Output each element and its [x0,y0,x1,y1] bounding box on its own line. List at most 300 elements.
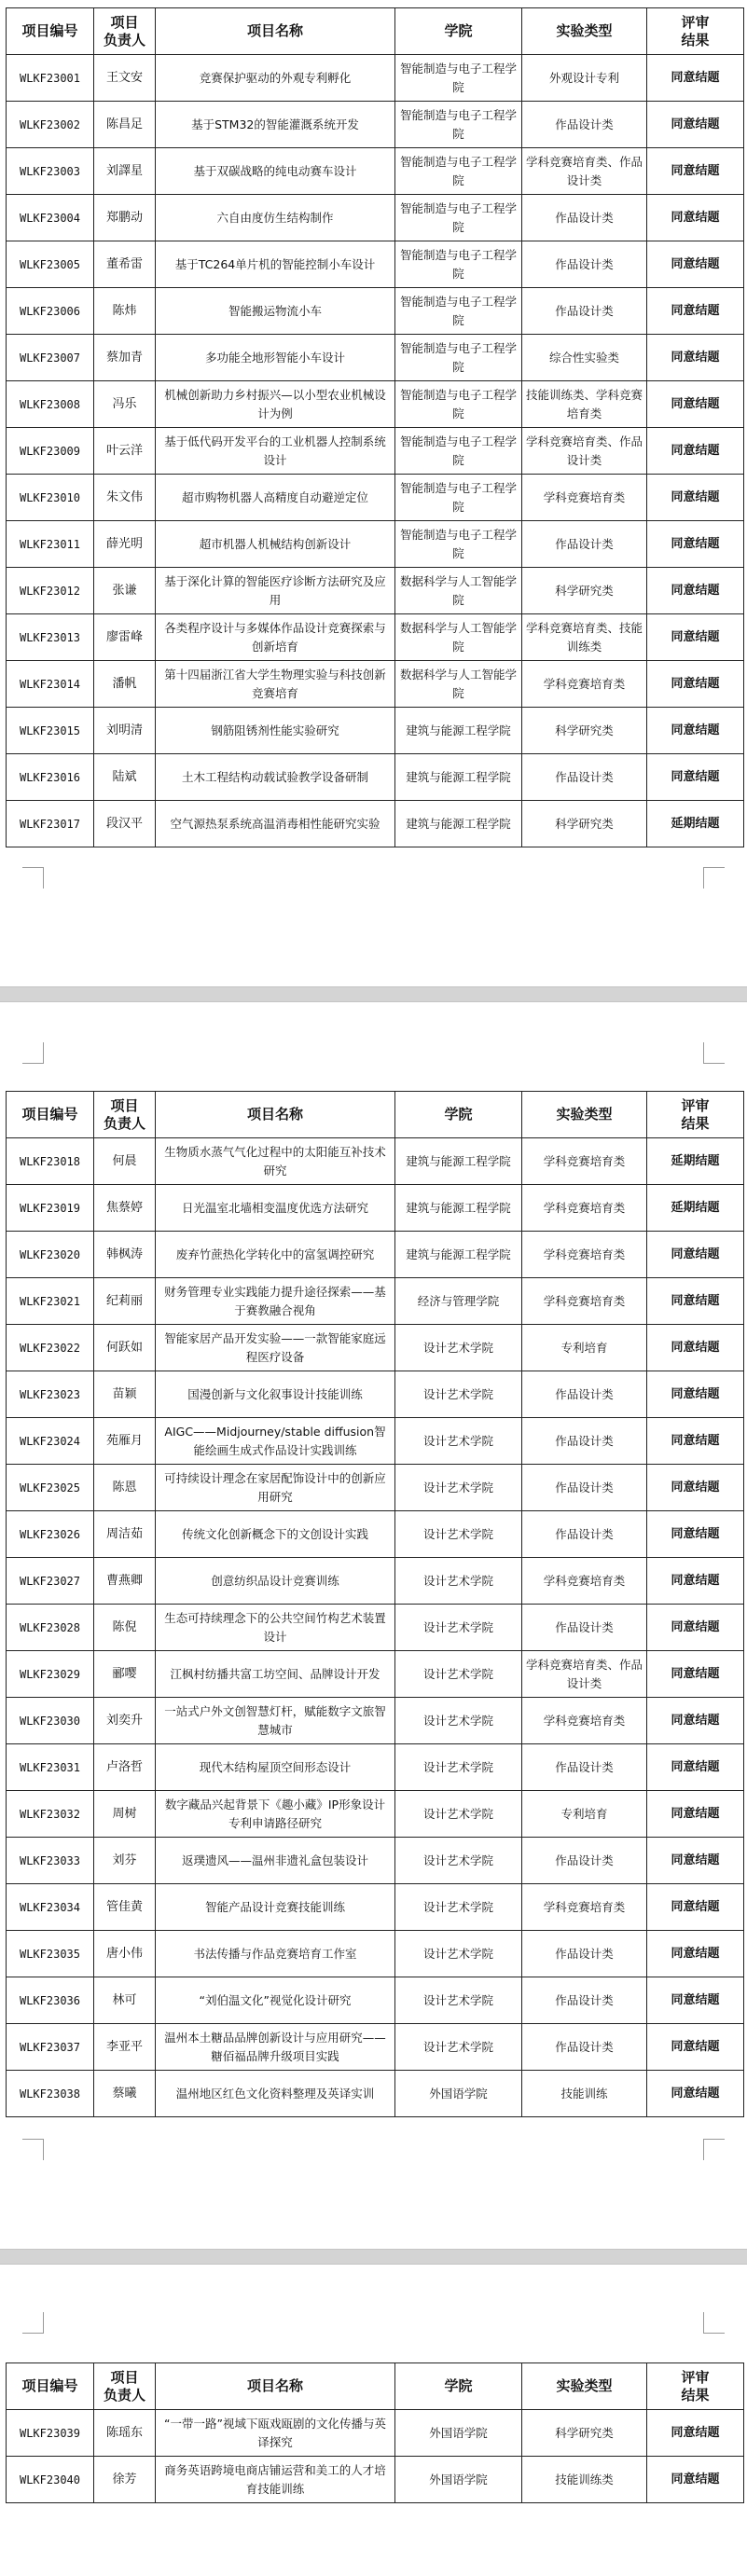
cell-school: 智能制造与电子工程学院 [395,148,522,195]
cell-project-name: 超市机器人机械结构创新设计 [156,521,395,568]
cell-leader: 廖雷峰 [94,614,156,661]
cell-review-result: 同意结题 [647,521,744,568]
cell-school: 智能制造与电子工程学院 [395,241,522,288]
cell-leader: 郑鹏动 [94,195,156,241]
cell-leader: 张谦 [94,568,156,614]
cell-review-result: 同意结题 [647,2457,744,2503]
cell-experiment-type: 外观设计专利 [522,55,647,102]
cell-review-result: 同意结题 [647,1418,744,1465]
table-row [7,1418,744,1465]
cell-code: WLKF23026 [7,1511,94,1558]
cell-school: 智能制造与电子工程学院 [395,475,522,521]
cell-project-name: 生态可持续理念下的公共空间竹构艺术装置设计 [156,1605,395,1651]
cell-leader: 刘譯星 [94,148,156,195]
cell-project-name: 返璞遗风——温州非遗礼盒包装设计 [156,1838,395,1884]
cell-experiment-type: 技能训练类 [522,2457,647,2503]
table-row [7,801,744,847]
table-row [7,2457,744,2503]
cell-code: WLKF23032 [7,1791,94,1838]
cell-review-result: 同意结题 [647,1791,744,1838]
cell-review-result: 同意结题 [647,1232,744,1278]
cell-code: WLKF23013 [7,614,94,661]
cell-school: 建筑与能源工程学院 [395,801,522,847]
table-row [7,475,744,521]
cell-experiment-type: 学科竞赛培育类 [522,1698,647,1744]
cell-school: 设计艺术学院 [395,1651,522,1698]
table-row [7,288,744,335]
cell-leader: 冯乐 [94,381,156,428]
table-row [7,2024,744,2071]
cell-school: 设计艺术学院 [395,1884,522,1931]
cell-project-name: 数字藏品兴起背景下《趣小藏》IP形象设计专利申请路径研究 [156,1791,395,1838]
table-row [7,428,744,475]
cell-experiment-type: 作品设计类 [522,1977,647,2024]
cell-code: WLKF23014 [7,661,94,708]
cell-project-name: 江枫村纺播共富工坊空间、品牌设计开发 [156,1651,395,1698]
cell-school: 智能制造与电子工程学院 [395,288,522,335]
cell-review-result: 同意结题 [647,1977,744,2024]
cell-project-name: 基于深化计算的智能医疗诊断方法研究及应用 [156,568,395,614]
cell-school: 设计艺术学院 [395,1465,522,1511]
cell-leader: 苑雁月 [94,1418,156,1465]
table-row [7,1884,744,1931]
cell-experiment-type: 科学研究类 [522,568,647,614]
cell-leader: 段汉平 [94,801,156,847]
cell-leader: 潘帆 [94,661,156,708]
table-row [7,55,744,102]
cell-experiment-type: 学科竞赛培育类 [522,661,647,708]
cell-project-name: 各类程序设计与多媒体作品设计竞赛探索与创新培育 [156,614,395,661]
header-code: 项目编号 [7,8,94,55]
header-name: 项目名称 [156,8,395,55]
cell-code: WLKF23037 [7,2024,94,2071]
cell-code: WLKF23003 [7,148,94,195]
cell-school: 智能制造与电子工程学院 [395,55,522,102]
cell-project-name: 土木工程结构动载试验教学设备研制 [156,754,395,801]
cell-experiment-type: 作品设计类 [522,102,647,148]
cell-school: 设计艺术学院 [395,1558,522,1605]
cell-school: 设计艺术学院 [395,1791,522,1838]
cell-experiment-type: 综合性实验类 [522,335,647,381]
cell-experiment-type: 作品设计类 [522,1371,647,1418]
cell-project-name: 日光温室北墙相变温度优选方法研究 [156,1185,395,1232]
cell-project-name: 一站式户外文创智慧灯杆，赋能数字文旅智慧城市 [156,1698,395,1744]
page-separator [0,986,747,1002]
cell-school: 建筑与能源工程学院 [395,1138,522,1185]
cell-project-name: 基于TC264单片机的智能控制小车设计 [156,241,395,288]
header-result: 评审 结果 [647,8,744,55]
page-corner-mark [22,2139,44,2160]
cell-school: 外国语学院 [395,2071,522,2117]
table-row [7,568,744,614]
page-separator [0,2249,747,2265]
cell-code: WLKF23040 [7,2457,94,2503]
page-corner-mark [703,867,725,889]
cell-school: 数据科学与人工智能学院 [395,614,522,661]
table-row [7,1278,744,1325]
cell-code: WLKF23012 [7,568,94,614]
cell-code: WLKF23004 [7,195,94,241]
cell-leader: 董希雷 [94,241,156,288]
project-table-page-3 [6,2362,744,2503]
cell-project-name: 国漫创新与文化叙事设计技能训练 [156,1371,395,1418]
cell-review-result: 延期结题 [647,801,744,847]
cell-review-result: 同意结题 [647,2071,744,2117]
table-header-row [7,1092,744,1138]
cell-project-name: 空气源热泵系统高温消毒相性能研究实验 [156,801,395,847]
cell-project-name: 智能产品设计竞赛技能训练 [156,1884,395,1931]
table-row [7,381,744,428]
cell-school: 建筑与能源工程学院 [395,1232,522,1278]
table-row [7,1371,744,1418]
table-row [7,1838,744,1884]
cell-code: WLKF23035 [7,1931,94,1977]
cell-school: 智能制造与电子工程学院 [395,335,522,381]
cell-school: 数据科学与人工智能学院 [395,568,522,614]
header-name: 项目名称 [156,2363,395,2410]
table-row [7,102,744,148]
cell-project-name: 书法传播与作品竞赛培育工作室 [156,1931,395,1977]
table-row [7,148,744,195]
cell-leader: 何晨 [94,1138,156,1185]
header-type: 实验类型 [522,1092,647,1138]
cell-leader: 曹燕卿 [94,1558,156,1605]
cell-project-name: 钢筋阻锈剂性能实验研究 [156,708,395,754]
table-row [7,614,744,661]
cell-review-result: 延期结题 [647,1185,744,1232]
cell-code: WLKF23018 [7,1138,94,1185]
table-row [7,335,744,381]
cell-experiment-type: 作品设计类 [522,1931,647,1977]
cell-project-name: 基于低代码开发平台的工业机器人控制系统设计 [156,428,395,475]
cell-school: 设计艺术学院 [395,1605,522,1651]
header-school: 学院 [395,2363,522,2410]
cell-project-name: 可持续设计理念在家居配饰设计中的创新应用研究 [156,1465,395,1511]
page-corner-mark [703,2312,725,2334]
table-row [7,1325,744,1371]
cell-code: WLKF23016 [7,754,94,801]
cell-project-name: 财务管理专业实践能力提升途径探索——基于赛教融合视角 [156,1278,395,1325]
cell-project-name: 温州地区红色文化资料整理及英译实训 [156,2071,395,2117]
cell-experiment-type: 作品设计类 [522,288,647,335]
cell-review-result: 同意结题 [647,475,744,521]
cell-leader: 薛光明 [94,521,156,568]
table-row [7,1651,744,1698]
header-code: 项目编号 [7,2363,94,2410]
cell-review-result: 同意结题 [647,661,744,708]
cell-leader: 何跃如 [94,1325,156,1371]
cell-project-name: 现代木结构屋顶空间形态设计 [156,1744,395,1791]
cell-review-result: 同意结题 [647,1371,744,1418]
cell-code: WLKF23022 [7,1325,94,1371]
cell-review-result: 同意结题 [647,568,744,614]
cell-project-name: “刘伯温文化”视觉化设计研究 [156,1977,395,2024]
cell-project-name: 超市购物机器人高精度自动避逆定位 [156,475,395,521]
cell-review-result: 同意结题 [647,1698,744,1744]
cell-review-result: 同意结题 [647,1884,744,1931]
cell-review-result: 同意结题 [647,1744,744,1791]
cell-experiment-type: 作品设计类 [522,241,647,288]
cell-leader: 陆斌 [94,754,156,801]
table-row [7,241,744,288]
cell-experiment-type: 学科竞赛培育类、作品设计类 [522,1651,647,1698]
header-leader: 项目 负责人 [94,8,156,55]
cell-experiment-type: 学科竞赛培育类、技能训练类 [522,614,647,661]
cell-experiment-type: 作品设计类 [522,2024,647,2071]
cell-project-name: 商务英语跨境电商店铺运营和美工的人才培育技能训练 [156,2457,395,2503]
cell-experiment-type: 学科竞赛培育类、作品设计类 [522,148,647,195]
cell-experiment-type: 作品设计类 [522,195,647,241]
cell-school: 建筑与能源工程学院 [395,754,522,801]
table-row [7,195,744,241]
page-corner-mark [22,867,44,889]
cell-school: 智能制造与电子工程学院 [395,195,522,241]
cell-review-result: 同意结题 [647,708,744,754]
cell-school: 外国语学院 [395,2410,522,2457]
cell-leader: 陈炜 [94,288,156,335]
header-school: 学院 [395,8,522,55]
cell-experiment-type: 技能训练类、学科竞赛培育类 [522,381,647,428]
cell-code: WLKF23009 [7,428,94,475]
cell-project-name: 第十四届浙江省大学生物理实验与科技创新竞赛培育 [156,661,395,708]
table-row [7,1232,744,1278]
cell-experiment-type: 作品设计类 [522,1418,647,1465]
table-row [7,521,744,568]
cell-review-result: 同意结题 [647,1511,744,1558]
cell-experiment-type: 作品设计类 [522,1838,647,1884]
cell-experiment-type: 科学研究类 [522,2410,647,2457]
cell-school: 设计艺术学院 [395,1371,522,1418]
page-corner-mark [703,2139,725,2160]
table-row [7,2071,744,2117]
cell-code: WLKF23034 [7,1884,94,1931]
cell-code: WLKF23017 [7,801,94,847]
cell-experiment-type: 作品设计类 [522,1465,647,1511]
cell-experiment-type: 专利培育 [522,1325,647,1371]
cell-review-result: 延期结题 [647,1138,744,1185]
cell-code: WLKF23036 [7,1977,94,2024]
table-row [7,1698,744,1744]
cell-experiment-type: 学科竞赛培育类 [522,1138,647,1185]
cell-review-result: 同意结题 [647,102,744,148]
cell-leader: 林可 [94,1977,156,2024]
cell-leader: 蔡曦 [94,2071,156,2117]
header-leader: 项目 负责人 [94,2363,156,2410]
project-table-page-2 [6,1091,744,2117]
cell-code: WLKF23006 [7,288,94,335]
cell-experiment-type: 作品设计类 [522,1744,647,1791]
cell-review-result: 同意结题 [647,1605,744,1651]
cell-school: 外国语学院 [395,2457,522,2503]
cell-school: 设计艺术学院 [395,1511,522,1558]
table-row [7,1138,744,1185]
cell-code: WLKF23025 [7,1465,94,1511]
cell-leader: 周树 [94,1791,156,1838]
table-row [7,1465,744,1511]
cell-project-name: 温州本土糖品品牌创新设计与应用研究——糖佰福品牌升级项目实践 [156,2024,395,2071]
cell-leader: 卢洛哲 [94,1744,156,1791]
header-code: 项目编号 [7,1092,94,1138]
table-row [7,2410,744,2457]
cell-project-name: 六自由度仿生结构制作 [156,195,395,241]
cell-review-result: 同意结题 [647,241,744,288]
table-header-row [7,2363,744,2410]
header-school: 学院 [395,1092,522,1138]
cell-school: 设计艺术学院 [395,1744,522,1791]
cell-project-name: AIGC——Midjourney/stable diffusion智能绘画生成式作品设计实践训练 [156,1418,395,1465]
cell-project-name: 多功能全地形智能小车设计 [156,335,395,381]
cell-project-name: 机械创新助力乡村振兴—以小型农业机械设计为例 [156,381,395,428]
cell-code: WLKF23033 [7,1838,94,1884]
cell-review-result: 同意结题 [647,1651,744,1698]
cell-code: WLKF23031 [7,1744,94,1791]
cell-experiment-type: 学科竞赛培育类 [522,1232,647,1278]
cell-review-result: 同意结题 [647,148,744,195]
cell-school: 智能制造与电子工程学院 [395,381,522,428]
cell-project-name: 生物质水蒸气气化过程中的太阳能互补技术研究 [156,1138,395,1185]
header-result: 评审 结果 [647,2363,744,2410]
cell-review-result: 同意结题 [647,1325,744,1371]
table-row [7,1977,744,2024]
project-table-page-1 [6,7,744,847]
page-corner-mark [22,1042,44,1064]
cell-experiment-type: 科学研究类 [522,708,647,754]
cell-leader: 周洁茹 [94,1511,156,1558]
cell-review-result: 同意结题 [647,1931,744,1977]
table-row [7,1744,744,1791]
cell-experiment-type: 作品设计类 [522,521,647,568]
cell-experiment-type: 作品设计类 [522,754,647,801]
cell-school: 设计艺术学院 [395,2024,522,2071]
cell-code: WLKF23015 [7,708,94,754]
cell-code: WLKF23023 [7,1371,94,1418]
cell-code: WLKF23029 [7,1651,94,1698]
table-row [7,1791,744,1838]
cell-project-name: 智能搬运物流小车 [156,288,395,335]
cell-project-name: 智能家居产品开发实验——一款智能家庭远程医疗设备 [156,1325,395,1371]
cell-school: 设计艺术学院 [395,1418,522,1465]
cell-review-result: 同意结题 [647,2410,744,2457]
cell-project-name: 基于STM32的智能灌溉系统开发 [156,102,395,148]
cell-experiment-type: 学科竞赛培育类 [522,1278,647,1325]
cell-leader: 刘明清 [94,708,156,754]
table-row [7,1558,744,1605]
cell-code: WLKF23007 [7,335,94,381]
cell-review-result: 同意结题 [647,1465,744,1511]
cell-leader: 王文安 [94,55,156,102]
cell-code: WLKF23002 [7,102,94,148]
cell-review-result: 同意结题 [647,428,744,475]
cell-code: WLKF23027 [7,1558,94,1605]
cell-school: 设计艺术学院 [395,1977,522,2024]
header-leader: 项目 负责人 [94,1092,156,1138]
header-result: 评审 结果 [647,1092,744,1138]
table-row [7,1931,744,1977]
cell-leader: 刘奕升 [94,1698,156,1744]
cell-experiment-type: 学科竞赛培育类、作品设计类 [522,428,647,475]
cell-review-result: 同意结题 [647,2024,744,2071]
cell-experiment-type: 学科竞赛培育类 [522,1558,647,1605]
table-row [7,661,744,708]
cell-experiment-type: 科学研究类 [522,801,647,847]
cell-project-name: 竞赛保护驱动的外观专利孵化 [156,55,395,102]
cell-project-name: 废弃竹蔗热化学转化中的富氢调控研究 [156,1232,395,1278]
cell-project-name: “一带一路”视域下瓯戏瓯剧的文化传播与英译探究 [156,2410,395,2457]
cell-school: 建筑与能源工程学院 [395,1185,522,1232]
cell-leader: 徐芳 [94,2457,156,2503]
header-type: 实验类型 [522,2363,647,2410]
cell-project-name: 基于双碳战略的纯电动赛车设计 [156,148,395,195]
header-type: 实验类型 [522,8,647,55]
cell-experiment-type: 学科竞赛培育类 [522,1884,647,1931]
cell-review-result: 同意结题 [647,1278,744,1325]
cell-leader: 陈昌足 [94,102,156,148]
cell-leader: 郦嘤 [94,1651,156,1698]
cell-school: 建筑与能源工程学院 [395,708,522,754]
cell-code: WLKF23005 [7,241,94,288]
cell-review-result: 同意结题 [647,335,744,381]
cell-leader: 管佳黄 [94,1884,156,1931]
cell-leader: 蔡加青 [94,335,156,381]
cell-review-result: 同意结题 [647,381,744,428]
cell-leader: 焦蔡婷 [94,1185,156,1232]
table-row [7,1511,744,1558]
cell-review-result: 同意结题 [647,1838,744,1884]
cell-school: 经济与管理学院 [395,1278,522,1325]
table-row [7,754,744,801]
cell-leader: 苗颖 [94,1371,156,1418]
cell-review-result: 同意结题 [647,55,744,102]
cell-experiment-type: 学科竞赛培育类 [522,1185,647,1232]
table-header-row [7,8,744,55]
cell-code: WLKF23024 [7,1418,94,1465]
table-row [7,1605,744,1651]
cell-code: WLKF23038 [7,2071,94,2117]
cell-leader: 陈倪 [94,1605,156,1651]
cell-code: WLKF23019 [7,1185,94,1232]
cell-school: 设计艺术学院 [395,1931,522,1977]
cell-review-result: 同意结题 [647,614,744,661]
cell-leader: 陈恩 [94,1465,156,1511]
cell-code: WLKF23010 [7,475,94,521]
cell-code: WLKF23030 [7,1698,94,1744]
cell-school: 数据科学与人工智能学院 [395,661,522,708]
cell-school: 智能制造与电子工程学院 [395,428,522,475]
cell-school: 智能制造与电子工程学院 [395,102,522,148]
table-row [7,708,744,754]
cell-code: WLKF23020 [7,1232,94,1278]
cell-school: 设计艺术学院 [395,1698,522,1744]
cell-code: WLKF23028 [7,1605,94,1651]
cell-school: 设计艺术学院 [395,1838,522,1884]
cell-leader: 纪莉丽 [94,1278,156,1325]
cell-school: 智能制造与电子工程学院 [395,521,522,568]
cell-leader: 叶云洋 [94,428,156,475]
cell-code: WLKF23008 [7,381,94,428]
cell-leader: 唐小伟 [94,1931,156,1977]
cell-leader: 李亚平 [94,2024,156,2071]
cell-leader: 陈瑶东 [94,2410,156,2457]
page-corner-mark [22,2312,44,2334]
cell-experiment-type: 专利培育 [522,1791,647,1838]
cell-experiment-type: 技能训练 [522,2071,647,2117]
cell-experiment-type: 学科竞赛培育类 [522,475,647,521]
cell-experiment-type: 作品设计类 [522,1605,647,1651]
cell-review-result: 同意结题 [647,195,744,241]
cell-school: 设计艺术学院 [395,1325,522,1371]
page-corner-mark [703,1042,725,1064]
cell-project-name: 创意纺织品设计竞赛训练 [156,1558,395,1605]
